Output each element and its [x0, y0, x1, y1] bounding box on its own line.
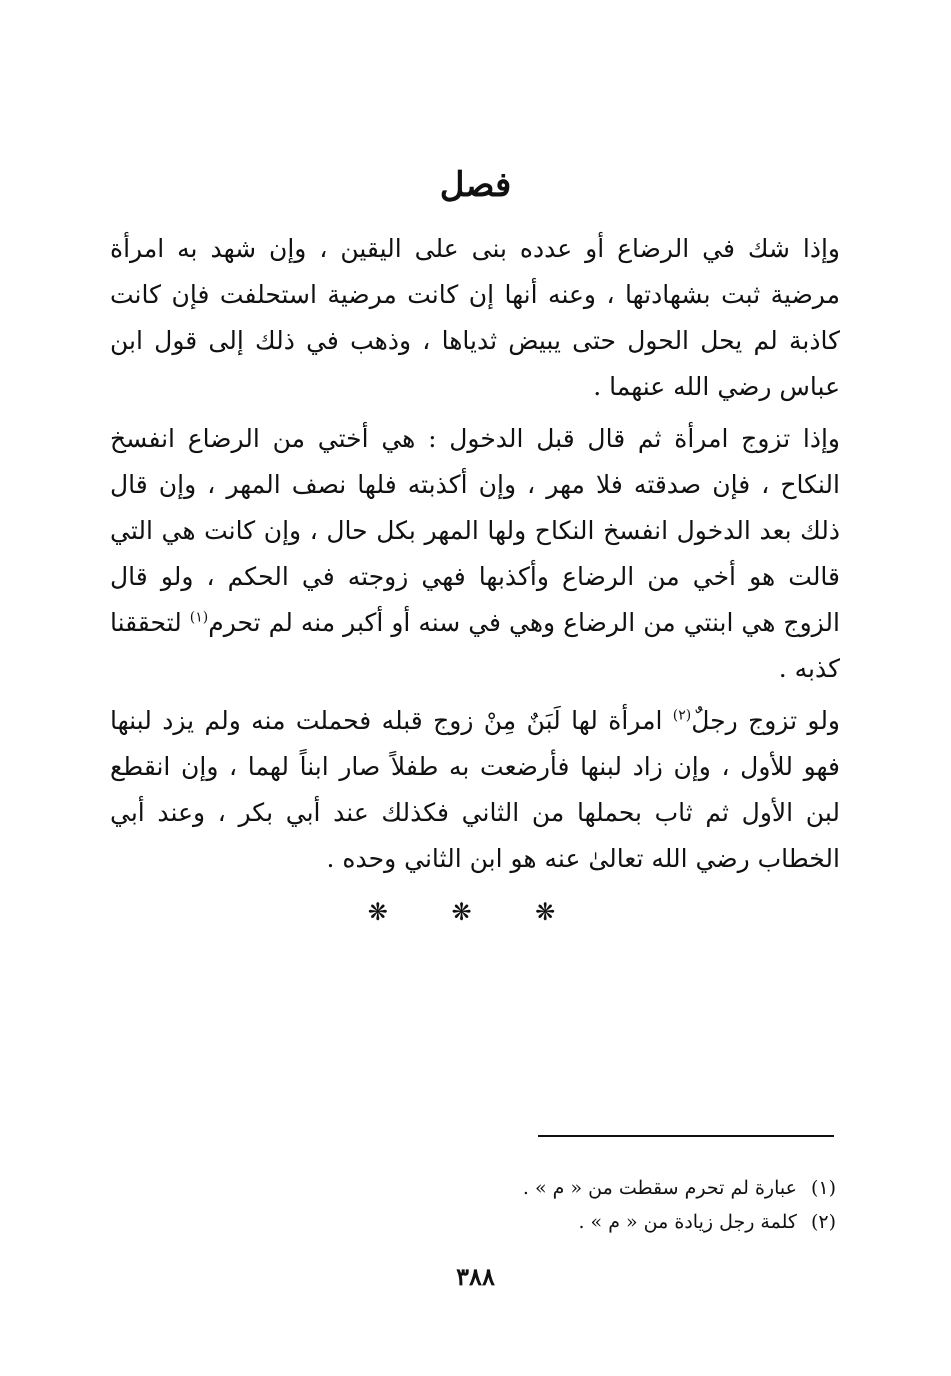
footnote-1: [416, 1173, 836, 1203]
paragraph-2-text-after: لتحققنا كذبه .: [110, 608, 840, 683]
footnote-2: [416, 1207, 836, 1237]
footnote-1-number: (١): [810, 1177, 836, 1199]
footnote-ref-2[interactable]: (٢): [672, 707, 692, 724]
section-separator: ❋ ❋ ❋: [367, 898, 584, 926]
footnote-1-text: عبارة لم تحرم سقطت من « م » .: [522, 1177, 797, 1199]
paragraph-1-text: وإذا شك في الرضاع أو عدده بنى على اليقين ، وإن شهد به امرأة مرضية ثبت بشهادتها ، وعنه أنها إن كانت مرضية استحلفت فإن كانت كاذبة لم يحل الحول حتى يبيض ثدياها ، وذهب في ذلك إلى قول ابن عباس رضي الله عنهما .: [110, 234, 840, 401]
footnote-ref-1[interactable]: (١): [189, 609, 209, 626]
paragraph-3-text-after: امرأة لها لَبَنٌ مِنْ زوج قبله فحملت منه ولم يزد لبنها فهو للأول ، وإن زاد لبنها فأرضعت به طفلاً صار ابناً لهما ، وإن انقطع لبن الأول ثم ثاب بحملها من الثاني فكذلك عند أبي بكر ، وعند أبي الخطاب رضي الله تعالىٰ عنه هو ابن الثاني وحده .: [110, 706, 840, 873]
page-number: ٣٨٨: [456, 1262, 495, 1291]
paragraph-2-text-before: وإذا تزوج امرأة ثم قال قبل الدخول : هي أختي من الرضاع انفسخ النكاح ، فإن صدقته فلا مهر ، وإن أكذبته فلها نصف المهر ، وإن قال ذلك بعد الدخول انفسخ النكاح ولها المهر بكل حال ، وإن كانت هي التي قالت هو أخي من الرضاع وأكذبها فهي زوجته في الحكم ، ولو قال الزوج هي ابنتي من الرضاع وهي في سنه أو أكبر منه لم تحرم: [110, 424, 841, 637]
section-heading: فصل: [439, 165, 512, 205]
paragraph-3: [110, 698, 840, 882]
body-text: [110, 226, 840, 888]
paragraph-3-text-before: ولو تزوج رجلٌ: [691, 706, 841, 735]
footnote-2-number: (٢): [810, 1211, 836, 1233]
paragraph-2: [110, 416, 840, 692]
paragraph-1: [110, 226, 840, 410]
footnotes: [416, 1173, 836, 1241]
footnote-2-text: كلمة رجل زيادة من « م » .: [578, 1211, 797, 1233]
footnote-divider: [538, 1135, 834, 1137]
